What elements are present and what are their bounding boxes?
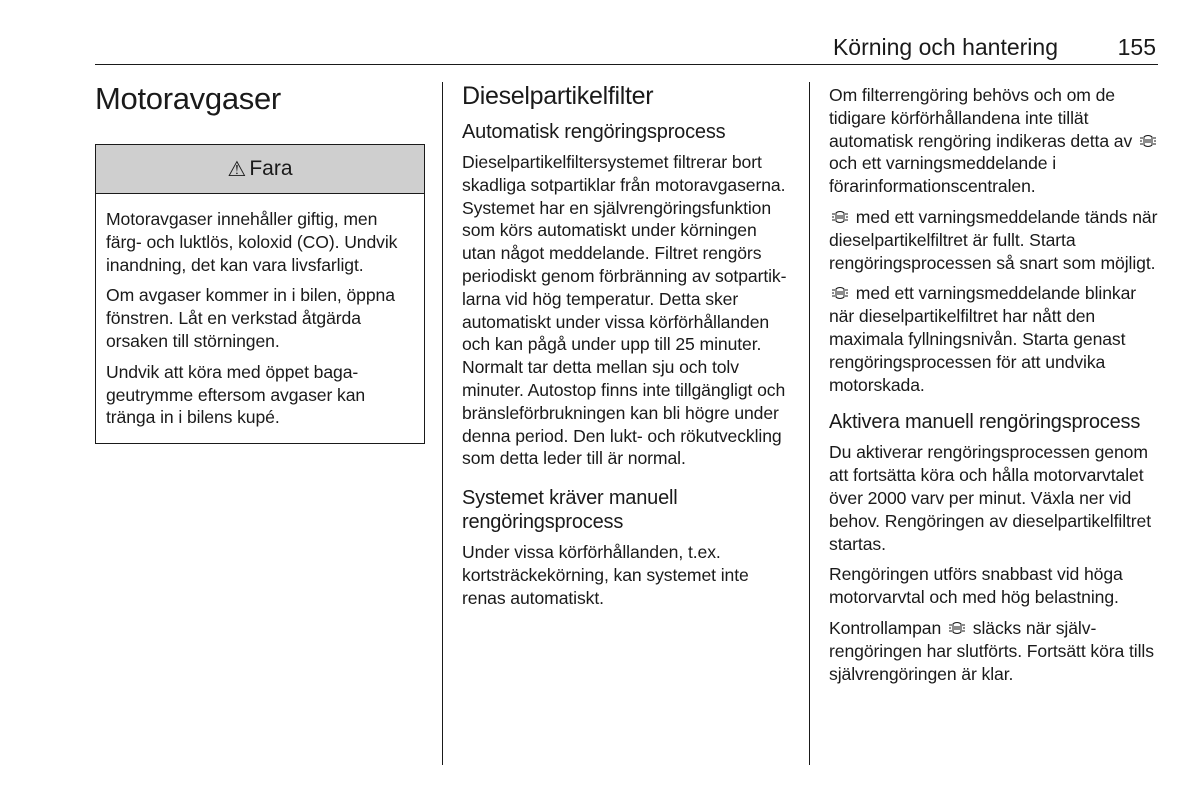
page-header: [95, 32, 1158, 65]
diesel-particulate-filter-icon: [948, 621, 966, 635]
diesel-particulate-filter-icon: [831, 286, 849, 300]
warning-paragraph: Motoravgaser innehåller giftig, men färg- och luktlös, koloxid (CO). Undvik inandning, det kan vara livsfarligt.: [106, 209, 398, 275]
paragraph-automatic-cleaning: Dieselpartikelfiltersystemet filtrerar bort skadliga sotpartiklar från motoravgaserna. Systemet har en självrengöringsfunktion som körs automatiskt under körningen utan något meddelande. Filtret rengörs periodiskt genom förbränning av sotpartiklarna vid hög temperatur. Detta sker automatiskt under vissa körförhållanden och kan pågå under upp till 25 minuter. Normalt tar detta mellan sju och tolv minuter. Autostop finns inte tillgängligt och bränsleförbrukningen kan bli högre under denna period. Den lukt- och rökutveckling som detta leder till är normal.: [462, 152, 787, 469]
column-2: [462, 80, 792, 618]
subheading-activate-manual: Aktivera manuell rengöringsprocess: [829, 411, 1141, 434]
subheading-automatic-cleaning: Automatisk rengöringsprocess: [462, 121, 726, 143]
section-title: Körning och hantering: [832, 34, 1058, 60]
text-fragment: släcks när självrengöringen har slutförts. Fortsätt köra tills självrengöringen är klar.: [829, 617, 1154, 684]
paragraph-filter-max: [829, 282, 1159, 396]
warning-paragraph: Undvik att köra med öppet bagageutrymme eftersom avgaser kan tränga in i bilens kupé.: [106, 361, 366, 428]
heading-dieselpartikelfilter: Dieselpartikelfilter: [462, 82, 654, 110]
danger-warning-box: [95, 144, 425, 444]
text-fragment: med ett varningsmeddelande blinkar när dieselpartikelfiltret har nått den maximala fyllningsnivån. Starta genast rengöringsprocessen för att undvika motorskada.: [829, 283, 1137, 395]
warning-header: [96, 145, 424, 194]
column-divider: [442, 82, 443, 765]
text-fragment: och ett varningsmeddelande i förarinformationscentralen.: [829, 153, 1057, 197]
column-1: [95, 80, 425, 444]
heading-motoravgaser: Motoravgaser: [95, 81, 281, 116]
text-fragment: Kontrollampan: [829, 617, 942, 638]
paragraph-speed: Rengöringen utförs snabbast vid höga motorvarvtal och med hög belastning.: [829, 564, 1123, 608]
warning-label: Fara: [249, 157, 293, 180]
warning-paragraph: Om avgaser kommer in i bilen, öppna fönstren. Låt en verkstad åtgärda orsaken till störningen.: [106, 285, 395, 351]
subheading-manual-required: Systemet kräver manuell rengöringsprocess: [462, 487, 678, 534]
column-3: [829, 84, 1159, 693]
text-fragment: med ett varningsmeddelande tänds när dieselpartikelfiltret är fullt. Starta rengöringsprocessen så snart som möjligt.: [829, 206, 1158, 273]
diesel-particulate-filter-icon: [1139, 134, 1157, 148]
paragraph-filter-full: [829, 206, 1159, 274]
diesel-particulate-filter-icon: [831, 210, 849, 224]
warning-triangle-icon: ⚠: [227, 157, 247, 181]
page-number: 155: [1117, 34, 1156, 60]
text-fragment: Om filterrengöring behövs och om de tidigare körförhållandena inte tillät automatisk rengöring indikeras detta av: [829, 85, 1133, 151]
paragraph-indicator-off: [829, 617, 1159, 685]
paragraph-manual-required: Under vissa körförhållanden, t.ex. kortsträckekörning, kan systemet inte renas automatiskt.: [462, 542, 749, 608]
paragraph-filter-indication: [829, 84, 1159, 198]
warning-body: [96, 194, 424, 443]
column-divider: [809, 82, 810, 765]
paragraph-activate: Du aktiverar rengöringsprocessen genom att fortsätta köra och hålla motorvarvtalet över 2000 varv per minut. Växla ner vid behov. Rengöringen av dieselpartikelfiltret startas.: [829, 442, 1152, 554]
